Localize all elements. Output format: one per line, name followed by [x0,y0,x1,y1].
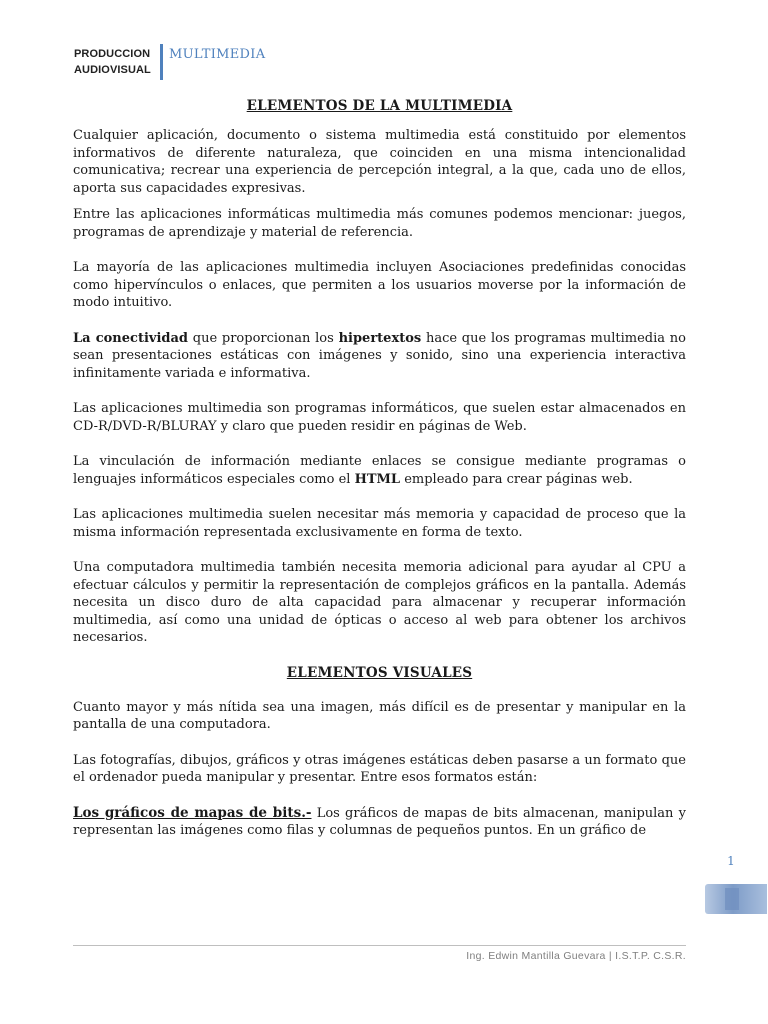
paragraph-image-size: Cuanto mayor y más nítida sea una imagen, más difícil es de presentar y manipular en la pantalla de una computadora. [73,699,686,732]
paragraph-computer: Una computadora multimedia también necesita memoria adicional para ayudar al CPU a efectuar cálculos y permitir la representación de complejos gráficos en la pantalla. Además necesita un disco duro de alta capacidad para almacenar y recuperar información multimedia, así como una unidad de ópticas o acceso al web para obtener los archivos necesarios. [73,560,686,645]
header-course [74,46,158,78]
term-connectivity: La conectividad [73,330,188,346]
paragraph-hyperlinks: La mayoría de las aplicaciones multimedia incluyen Asociaciones predefinidas conocidas como hipervínculos o enlaces, que permiten a los usuarios moverse por la información de modo intuitivo. [73,260,686,310]
paragraph-storage: Las aplicaciones multimedia son programas informáticos, que suelen estar almacenados en CD-R/DVD-R/BLURAY y claro que pueden residir en páginas de Web. [73,401,686,434]
header-divider [160,44,163,80]
paragraph-connectivity [73,330,686,383]
header-subject: MULTIMEDIA [169,47,266,62]
section-title-visual: ELEMENTOS VISUALES [286,664,473,681]
footer-divider [73,945,686,946]
text-span: Los gráficos de mapas de bits almacenan, manipulan y representan las imágenes como filas y columnas de pequeños puntos. En un gráfico de [73,805,686,838]
paragraph-bitmaps [73,805,686,840]
paragraph-formats: Las fotografías, dibujos, gráficos y otras imágenes estáticas deben pasarse a un formato que el ordenador pueda manipular y presentar. Entre esos formatos están: [73,752,686,785]
term-html: HTML [354,471,401,487]
paragraph-intro: Cualquier aplicación, documento o sistema multimedia está constituido por elementos informativos de diferente naturaleza, que coinciden en una misma intencionalidad comunicativa; recrear una experiencia de percepción integral, a la que, cada uno de ellos, aporta sus capacidades expresivas. [73,128,686,196]
paragraph-memory: Las aplicaciones multimedia suelen necesitar más memoria y capacidad de proceso que la misma información representada exclusivamente en forma de texto. [73,507,686,540]
paragraph-applications: Entre las aplicaciones informáticas multimedia más comunes podemos mencionar: juegos, programas de aprendizaje y material de referencia. [73,207,686,240]
header-course-line2: AUDIOVISUAL [74,64,151,76]
page-tab-decoration [705,884,767,914]
term-hypertext: hipertextos [338,330,422,346]
text-span: que proporcionan los [187,330,339,346]
document-body [73,98,686,840]
text-span: empleado para crear páginas web. [400,471,633,487]
paragraph-html [73,453,686,488]
document-title: ELEMENTOS DE LA MULTIMEDIA [246,98,513,114]
page-number: 1 [727,854,735,868]
header-course-line1: PRODUCCION [74,48,151,60]
text-span: hace que los programas multimedia no sean presentaciones estáticas con imágenes y sonido, sino una experiencia interactiva infinitamente variada e informativa. [73,330,686,381]
footer-author: Ing. Edwin Mantilla Guevara | I.S.T.P. C.S.R. [466,950,686,962]
term-bitmaps: Los gráficos de mapas de bits.- [73,804,312,821]
text-span: La vinculación de información mediante enlaces se consigue mediante programas o lenguajes informáticos especiales como el [73,454,686,487]
